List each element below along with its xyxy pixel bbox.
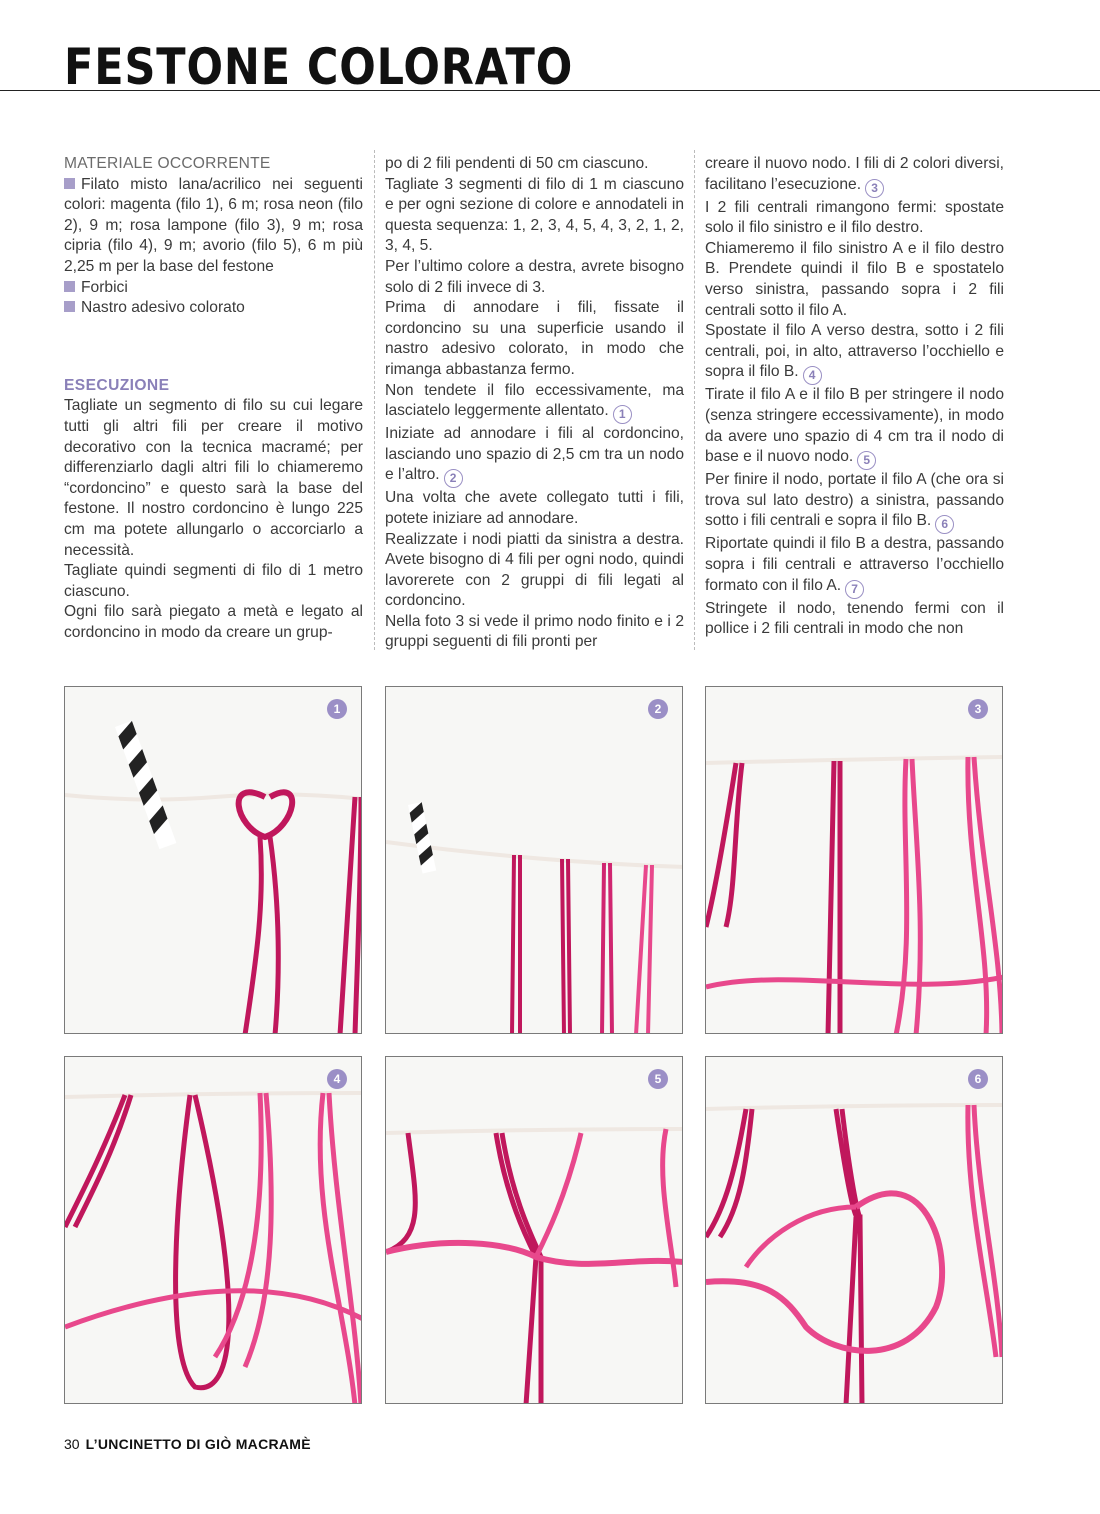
step-ref-4: 4 bbox=[803, 366, 822, 385]
step-ref-3: 3 bbox=[865, 179, 884, 198]
paragraph: po di 2 fili pendenti di 50 cm ciascuno. bbox=[385, 155, 649, 172]
paragraph: creare il nuovo nodo. I fili di 2 colori diversi, facilitano l’esecuzione. 3 bbox=[705, 154, 1004, 198]
paragraph: Tagliate 3 segmenti di filo di 1 m ciascuno e per ogni sezione di colore e annodateli in questa sequenza: 1, 2, 3, 4, 5, 4, 3, 2, 1, 2, 3, 4, 5. bbox=[385, 175, 684, 255]
step-photo-6 bbox=[705, 1056, 1003, 1404]
page-number: 30 bbox=[64, 1436, 80, 1452]
bullet-square-icon bbox=[64, 178, 75, 189]
execution-heading: ESECUZIONE bbox=[64, 376, 170, 394]
text-column-1 bbox=[64, 154, 363, 643]
yarn-illustration bbox=[706, 687, 1003, 1034]
magazine-name: L’UNCINETTO DI GIÒ MACRAMÈ bbox=[85, 1436, 311, 1452]
bullet-square-icon bbox=[64, 301, 75, 312]
paragraph: Spostate il filo A verso destra, sotto i 2 fili centrali, poi, in alto, attraverso l’occhiello e sopra il filo B. 4 bbox=[705, 321, 1004, 385]
page-title: FESTONE COLORATO bbox=[64, 38, 574, 96]
step-photo-2 bbox=[385, 686, 683, 1034]
photo-badge: 1 bbox=[327, 699, 347, 719]
paragraph: I 2 fili centrali rimangono fermi: spostate solo il filo sinistro e il filo destro. bbox=[705, 198, 1004, 237]
paragraph: Per l’ultimo colore a destra, avrete bisogno solo di 2 fili invece di 3. bbox=[385, 257, 684, 296]
yarn-illustration bbox=[386, 1057, 683, 1404]
paragraph: Non tendete il filo eccessivamente, ma lasciatelo leggermente allentato. 1 bbox=[385, 381, 684, 425]
bullet-square-icon bbox=[64, 281, 75, 292]
step-photo-5 bbox=[385, 1056, 683, 1404]
photo-badge: 2 bbox=[648, 699, 668, 719]
step-ref-1: 1 bbox=[613, 405, 632, 424]
text-column-2 bbox=[385, 154, 684, 653]
paragraph: Per finire il nodo, portate il filo A (che ora si trova sul lato destro) a sinistra, passando sotto i fili centrali e sopra il filo B. 6 bbox=[705, 470, 1004, 534]
paragraph: Chiameremo il filo sinistro A e il filo destro B. Prendete quindi il filo B e spostatelo verso sinistra, passando sopra i 2 fili centrali sotto il filo A. bbox=[705, 239, 1004, 319]
page-footer bbox=[64, 1436, 311, 1452]
text-column-3 bbox=[705, 154, 1004, 640]
paragraph: Realizzate i nodi piatti da sinistra a destra. Avete bisogno di 4 fili per ogni nodo, quindi lavorerete con 2 gruppi di fili legati al cordoncino. bbox=[385, 530, 684, 610]
step-photo-4 bbox=[64, 1056, 362, 1404]
yarn-illustration bbox=[386, 687, 683, 1034]
material-item: Nastro adesivo colorato bbox=[64, 298, 363, 319]
paragraph: Iniziate ad annodare i fili al cordoncino, lasciando uno spazio di 2,5 cm tra un nodo e l’altro. 2 bbox=[385, 424, 684, 488]
column-divider bbox=[374, 150, 375, 650]
paragraph: Nella foto 3 si vede il primo nodo finito e i 2 gruppi seguenti di fili pronti per bbox=[385, 612, 684, 651]
materials-heading: MATERIALE OCCORRENTE bbox=[64, 155, 271, 172]
step-photo-1 bbox=[64, 686, 362, 1034]
paragraph: Prima di annodare i fili, fissate il cordoncino su una superficie usando il nastro adesivo colorato, in modo che rimanga abbastanza fermo. bbox=[385, 299, 684, 378]
paragraph: Tagliate quindi segmenti di filo di 1 metro ciascuno. bbox=[64, 562, 363, 600]
material-item: Filato misto lana/acrilico nei seguenti colori: magenta (filo 1), 6 m; rosa neon (filo 2), 9 m; rosa lampone (filo 3), 9 m; rosa cipria (filo 4), 9 m; avorio (filo 5), 6 m più 2,25 m per la base del festone bbox=[64, 175, 363, 275]
title-rule bbox=[0, 90, 1100, 91]
step-ref-6: 6 bbox=[935, 515, 954, 534]
step-ref-2: 2 bbox=[444, 469, 463, 488]
photo-badge: 6 bbox=[968, 1069, 988, 1089]
material-item: Forbici bbox=[64, 278, 363, 299]
paragraph: Tirate il filo A e il filo B per stringere il nodo (senza stringere eccessivamente), in modo da avere uno spazio di 4 cm tra il nodo di base e il nuovo nodo. 5 bbox=[705, 385, 1004, 470]
photo-badge: 3 bbox=[968, 699, 988, 719]
step-ref-7: 7 bbox=[845, 580, 864, 599]
photo-badge: 5 bbox=[648, 1069, 668, 1089]
step-ref-5: 5 bbox=[857, 451, 876, 470]
yarn-illustration bbox=[65, 1057, 362, 1404]
step-photo-3 bbox=[705, 686, 1003, 1034]
yarn-illustration bbox=[65, 687, 362, 1034]
paragraph: Ogni filo sarà piegato a metà e legato al cordoncino in modo da creare un grup- bbox=[64, 603, 363, 641]
paragraph: Riportate quindi il filo B a destra, passando sopra i fili centrali e attraverso l’occhiello formato con il filo A. 7 bbox=[705, 534, 1004, 598]
yarn-illustration bbox=[706, 1057, 1003, 1404]
column-divider bbox=[694, 150, 695, 650]
paragraph: Stringete il nodo, tenendo fermi con il pollice i 2 fili centrali in modo che non bbox=[705, 599, 1004, 638]
paragraph: Una volta che avete collegato tutti i fili, potete iniziare ad annodare. bbox=[385, 489, 684, 527]
paragraph: Tagliate un segmento di filo su cui legare tutti gli altri fili per creare il motivo decorativo con la tecnica macramé; per differenziarlo dagli altri fili lo chiameremo “cordoncino” e questo sarà la base del festone. Il nostro cordoncino è lungo 225 cm ma potete allungarlo o accorciarlo a necessità. bbox=[64, 397, 363, 559]
photo-badge: 4 bbox=[327, 1069, 347, 1089]
